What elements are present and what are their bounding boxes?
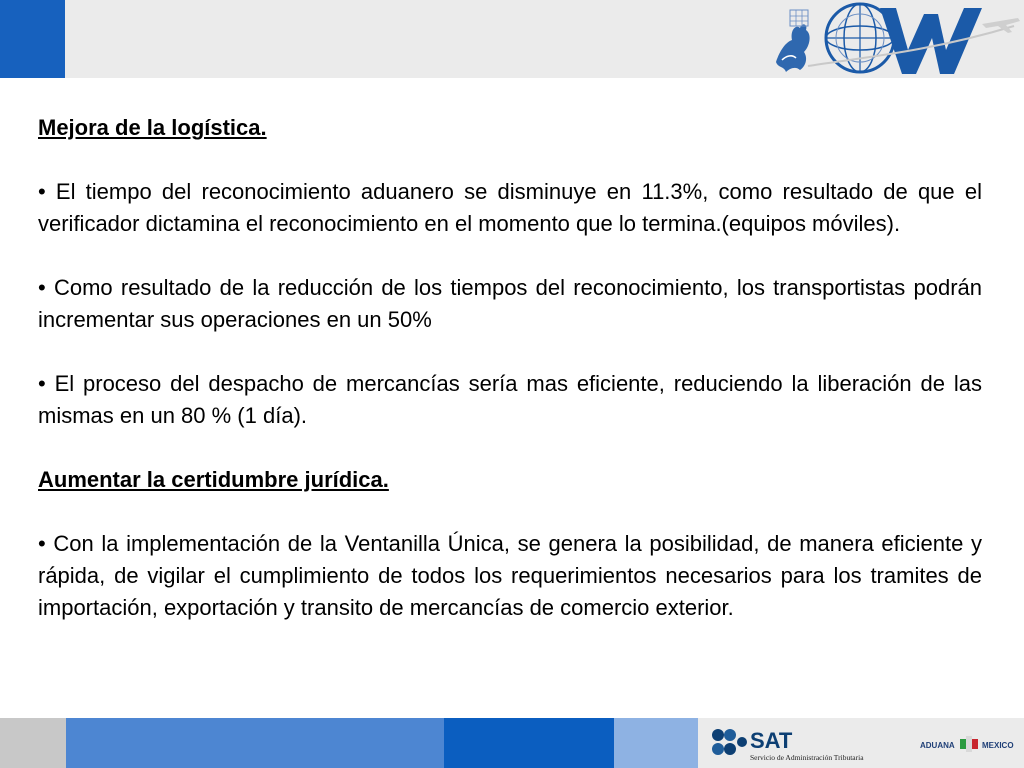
sat-logo-icon (704, 718, 904, 768)
slide-body (38, 112, 982, 624)
bullet-paragraph: • Con la implementación de la Ventanilla Única, se genera la posibilidad, de manera eficiente y rápida, de vigilar el cumplimiento de todos los requerimientos necesarios para los tramites de importación, exportación y transito de mercancías de comercio exterior. (38, 531, 982, 620)
world-w-logo-icon (768, 0, 1024, 78)
aduana-label: ADUANA (920, 741, 955, 750)
header-bar (0, 0, 1024, 78)
bullet-paragraph: • El tiempo del reconocimiento aduanero se disminuye en 11.3%, como resultado de que el verificador dictamina el reconocimiento en el momento que lo termina.(equipos móviles). (38, 179, 982, 236)
footer-segment-dark-blue (444, 718, 614, 768)
section-heading-certidumbre: Aumentar la certidumbre jurídica. (38, 467, 389, 492)
header-accent-block (0, 0, 65, 78)
footer-segment-pale-blue (614, 718, 698, 768)
aduana-mexico-logo-icon (916, 718, 1024, 768)
footer-segment-blue (66, 718, 444, 768)
sat-subtitle: Servicio de Administración Tributaria (750, 753, 864, 762)
sat-label: SAT (750, 728, 793, 753)
footer-segment-gray (0, 718, 66, 768)
bullet-paragraph: • El proceso del despacho de mercancías sería mas eficiente, reduciendo la liberación de las mismas en un 80 % (1 día). (38, 371, 982, 428)
bullet-paragraph: • Como resultado de la reducción de los tiempos del reconocimiento, los transportistas podrán incrementar sus operaciones en un 50% (38, 275, 982, 332)
section-heading-logistica: Mejora de la logística. (38, 115, 267, 140)
mexico-label: MEXICO (982, 741, 1014, 750)
